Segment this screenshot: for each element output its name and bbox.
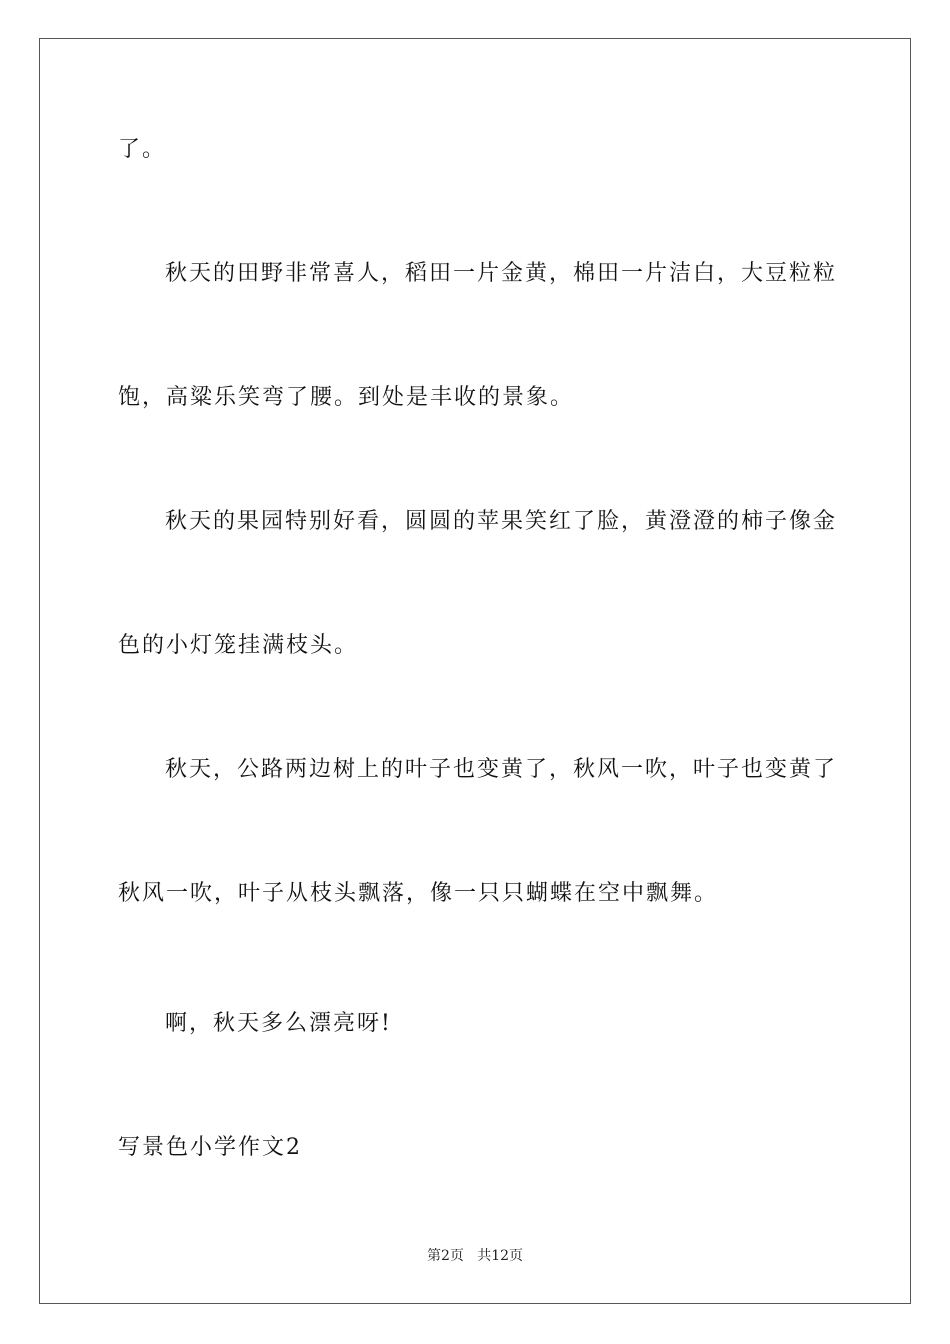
paragraph-2-line-1: 秋天的果园特别好看，圆圆的苹果笑红了脸，黄澄澄的柿子像金: [165, 509, 838, 534]
paragraph-2-line-2: 色的小灯笼挂满枝头。: [118, 633, 359, 658]
paragraph-3-line-1: 秋天，公路两边树上的叶子也变黄了，秋风一吹，叶子也变黄了: [165, 757, 838, 782]
closing-sentence: 啊，秋天多么漂亮呀!: [165, 1011, 392, 1036]
page-border: [39, 38, 911, 1304]
page-number-footer: 第2页 共12页: [426, 1248, 524, 1264]
section-title: 写景色小学作文2: [118, 1135, 302, 1160]
paragraph-1-line-1: 秋天的田野非常喜人，稻田一片金黄，棉田一片洁白，大豆粒粒: [165, 261, 838, 286]
paragraph-3-line-2: 秋风一吹，叶子从枝头飘落，像一只只蝴蝶在空中飘舞。: [118, 881, 719, 906]
text-line-1: 了。: [118, 137, 167, 162]
paragraph-1-line-2: 饱，高粱乐笑弯了腰。到处是丰收的景象。: [118, 385, 575, 410]
